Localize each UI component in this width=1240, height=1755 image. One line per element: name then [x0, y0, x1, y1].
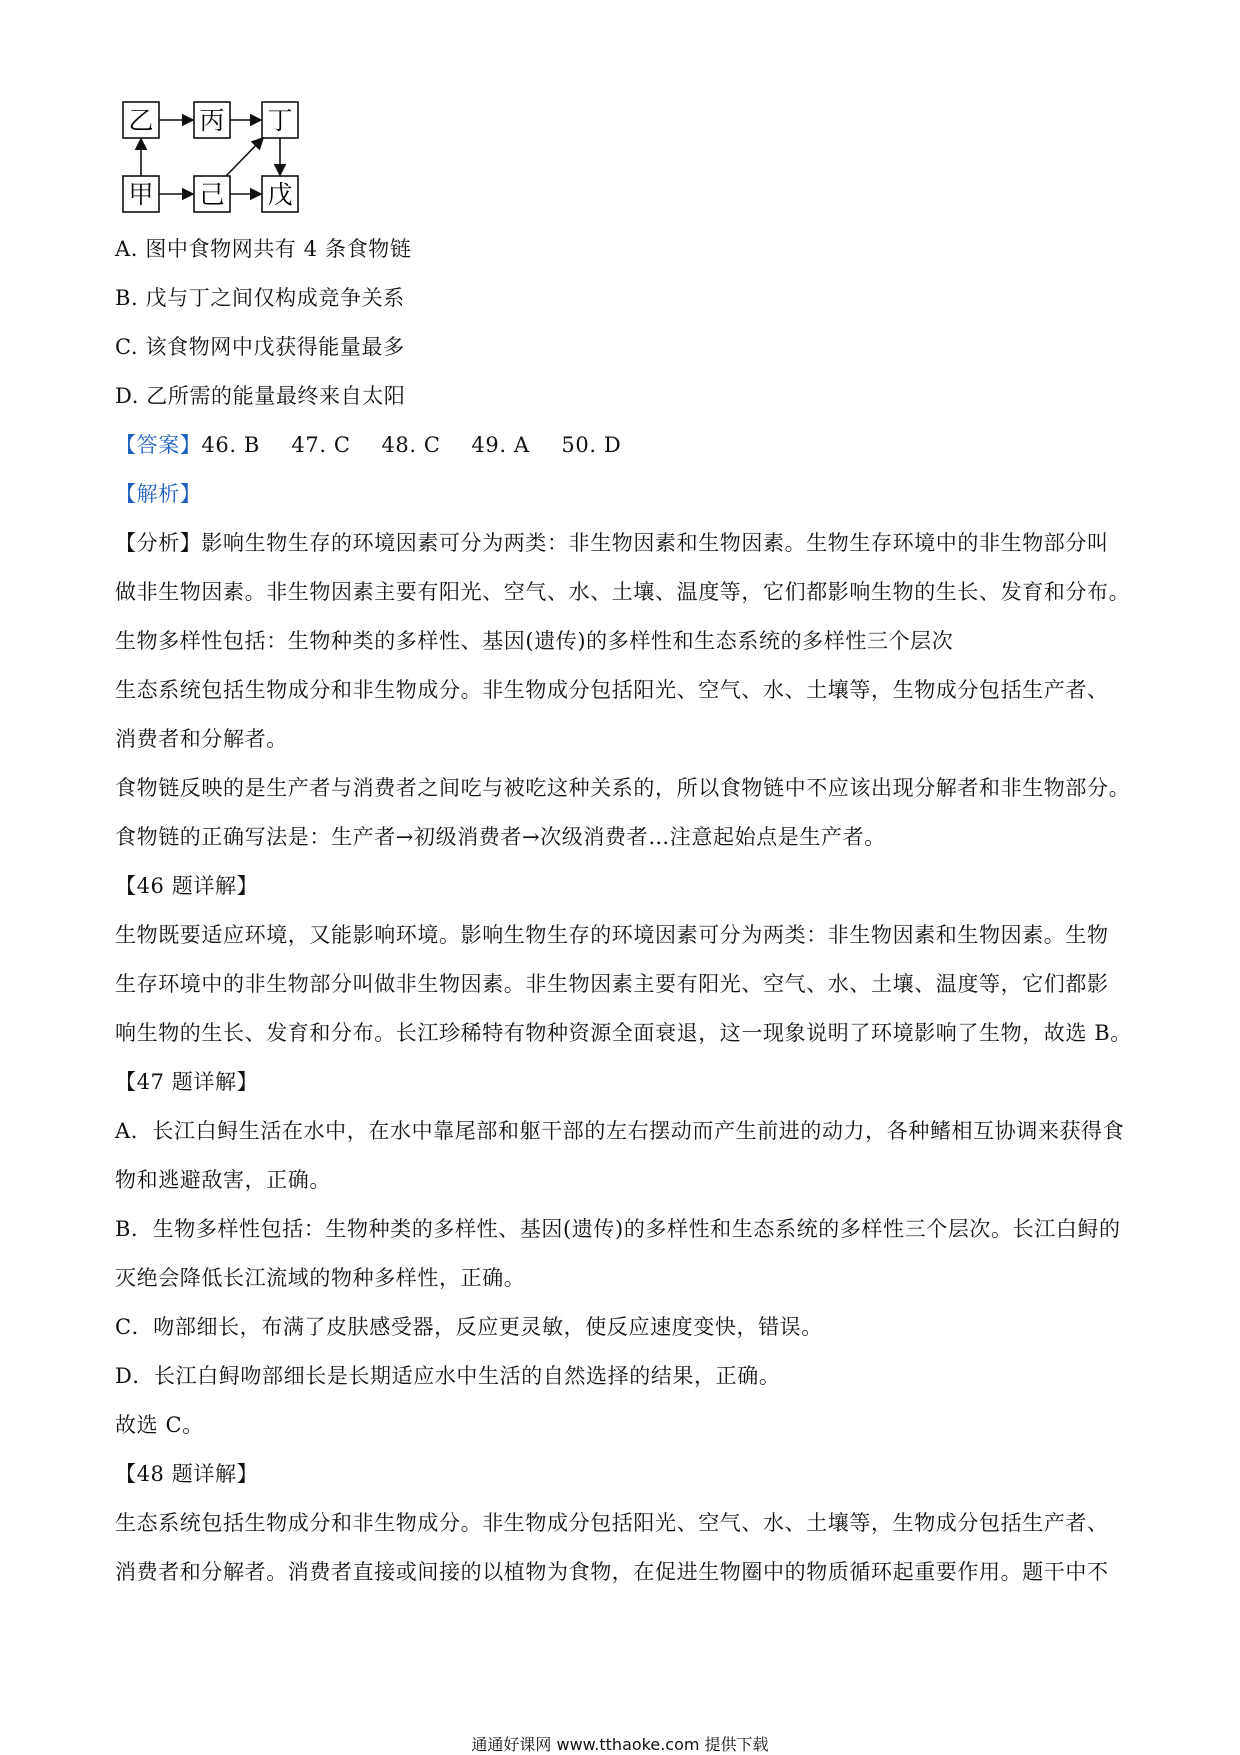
answer-item: 49. A — [471, 433, 530, 457]
answer-line — [115, 430, 621, 460]
node-label-ji: 己 — [199, 180, 225, 209]
answer-item: 47. C — [291, 433, 351, 457]
body-line: 灭绝会降低长江流域的物种多样性，正确。 — [115, 1266, 526, 1290]
body-line: B．生物多样性包括：生物种类的多样性、基因(遗传)的多样性和生态系统的多样性三个层次。长江白鲟的 — [115, 1217, 1121, 1241]
body-line: 响生物的生长、发育和分布。长江珍稀特有物种资源全面衰退，这一现象说明了环境影响了生物，故选 B。 — [115, 1021, 1132, 1045]
option-c: C. 该食物网中戊获得能量最多 — [115, 335, 405, 359]
node-label-jia: 甲 — [128, 180, 154, 209]
body-line: 生态系统包括生物成分和非生物成分。非生物成分包括阳光、空气、水、土壤等，生物成分包括生产者、 — [115, 1511, 1109, 1535]
body-line: D．长江白鲟吻部细长是长期适应水中生活的自然选择的结果，正确。 — [115, 1364, 781, 1388]
body-line: 【分析】影响生物生存的环境因素可分为两类：非生物因素和生物因素。生物生存环境中的非生物部分叫 — [115, 531, 1109, 555]
answer-item: 50. D — [561, 433, 622, 457]
option-d: D. 乙所需的能量最终来自太阳 — [115, 384, 406, 408]
body-line: 生物多样性包括：生物种类的多样性、基因(遗传)的多样性和生态系统的多样性三个层次 — [115, 629, 954, 653]
option-b: B. 戊与丁之间仅构成竞争关系 — [115, 286, 405, 310]
body-line: 食物链反映的是生产者与消费者之间吃与被吃这种关系的，所以食物链中不应该出现分解者和非生物部分。 — [115, 776, 1131, 800]
body-line: 生物既要适应环境，又能影响环境。影响生物生存的环境因素可分为两类：非生物因素和生物因素。生物 — [115, 923, 1109, 947]
body-line: 生存环境中的非生物部分叫做非生物因素。非生物因素主要有阳光、空气、水、土壤、温度等，它们都影 — [115, 972, 1109, 996]
body-line: 故选 C。 — [115, 1413, 204, 1437]
body-line: 生态系统包括生物成分和非生物成分。非生物成分包括阳光、空气、水、土壤等，生物成分包括生产者、 — [115, 678, 1109, 702]
analysis-label: 【解析】 — [115, 482, 202, 506]
answer-label: 【答案】 — [115, 433, 202, 457]
body-line: 食物链的正确写法是：生产者→初级消费者→次级消费者…注意起始点是生产者。 — [115, 825, 886, 849]
node-label-ding: 丁 — [267, 106, 293, 135]
node-label-wu: 戊 — [267, 180, 293, 209]
node-label-bing: 丙 — [199, 106, 225, 135]
answer-item: 48. C — [381, 433, 441, 457]
arrow-ji-ding — [226, 138, 263, 176]
section-heading-47: 【47 题详解】 — [115, 1070, 259, 1094]
body-line: 做非生物因素。非生物因素主要有阳光、空气、水、土壤、温度等，它们都影响生物的生长、发育和分布。 — [115, 580, 1131, 604]
section-heading-46: 【46 题详解】 — [115, 874, 259, 898]
node-label-yi: 乙 — [128, 106, 154, 135]
answer-item: 46. B — [201, 433, 260, 457]
body-line: A．长江白鲟生活在水中，在水中靠尾部和躯干部的左右摆动而产生前进的动力，各种鳍相互协调来获得食 — [115, 1119, 1125, 1143]
page-footer: 通通好课网 www.tthaoke.com 提供下载 — [471, 1735, 769, 1754]
section-heading-48: 【48 题详解】 — [115, 1462, 259, 1486]
food-web-diagram — [118, 98, 308, 220]
body-line: 消费者和分解者。 — [115, 727, 288, 751]
body-line: 物和逃避敌害，正确。 — [115, 1168, 331, 1192]
body-line: 消费者和分解者。消费者直接或间接的以植物为食物，在促进生物圈中的物质循环起重要作用。题干中不 — [115, 1560, 1109, 1584]
body-line: C．吻部细长，布满了皮肤感受器，反应更灵敏，使反应速度变快，错误。 — [115, 1315, 823, 1339]
option-a: A. 图中食物网共有 4 条食物链 — [115, 237, 412, 261]
